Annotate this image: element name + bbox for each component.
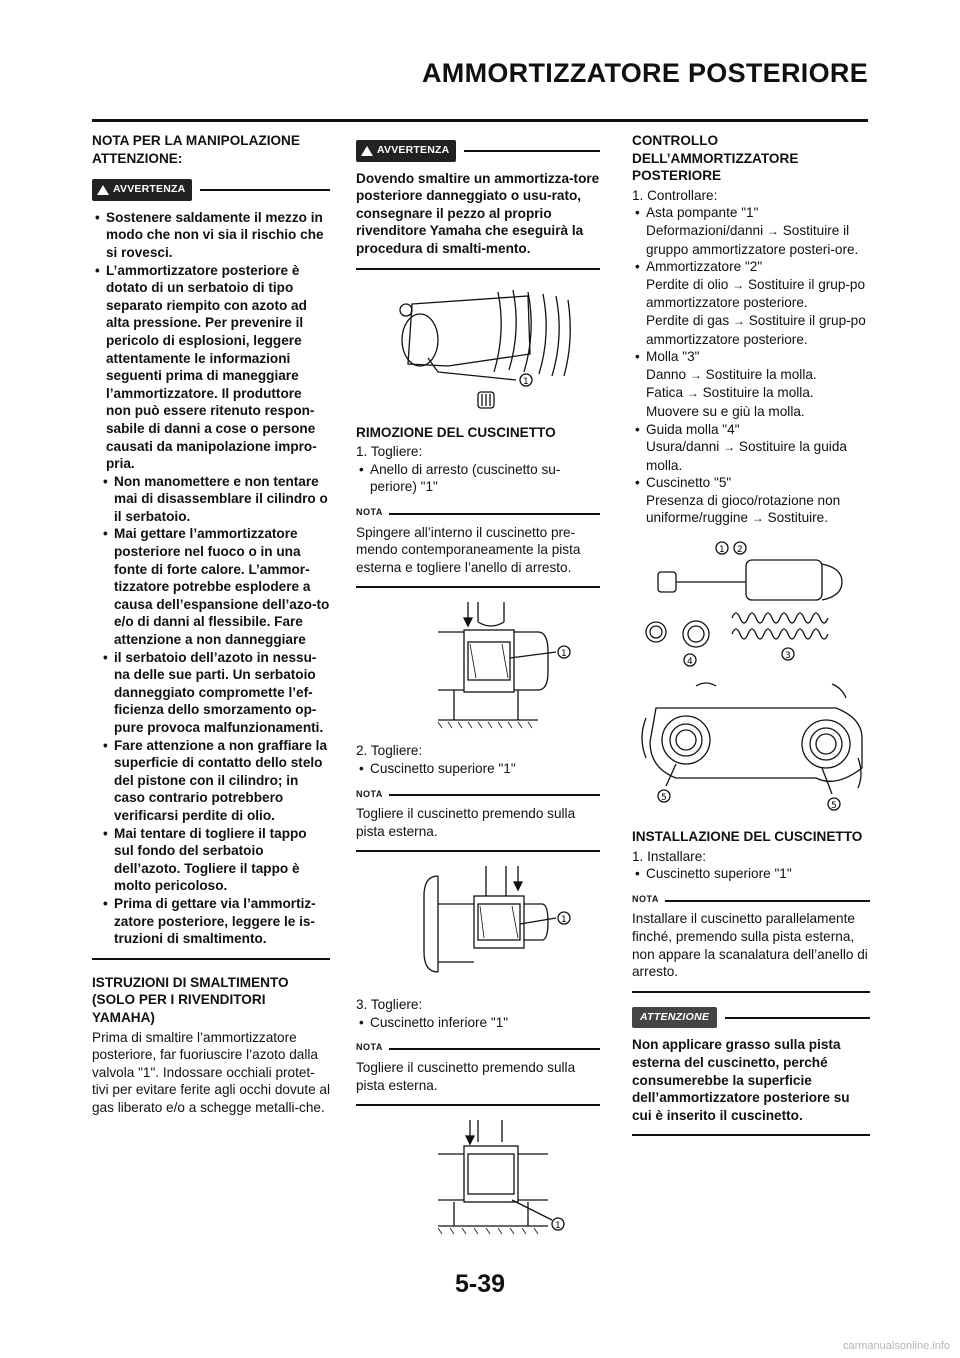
svg-text:5: 5 [661, 793, 667, 804]
list-item: • Mai tentare di togliere il tappo sul fondo del serbatoio dell’azoto. Togliere il tappo è molto pericoloso. [100, 825, 330, 895]
list-item: • Mai gettare l’ammortizzatore posteriore nel fuoco o in una fonte di forte calore. L’ammor-tizzatore potrebbe esplodere a causa dell’espansione dell’azo-to e/o di danni al flessibile. Fare attenzione a non danneggiare [100, 525, 330, 648]
bearing-removal-figure-1 [378, 602, 578, 732]
warning-header [92, 179, 330, 201]
svg-text:2: 2 [737, 545, 743, 556]
handling-heading: NOTA PER LA MANIPOLAZIONE ATTENZIONE: [92, 133, 300, 166]
warning-badge: AVVERTENZA [92, 179, 192, 201]
arrow-right-icon: → [766, 223, 779, 238]
shock-reservoir-figure [378, 284, 578, 414]
disposal-text: Prima di smaltire l’ammortizzatore posteriore, far fuoriuscire l’azoto dalla valvola "1". Indossare occhiali protet-tivi per evitare ferite agli occhi dovute al gas liberato e/o a schegge metalli-che. [92, 1029, 331, 1115]
list-item: • L’ammortizzatore posteriore è dotato di un serbatoio di tipo separato riempito con azoto ad alta pressione. Per prevenire il pericolo di esplosioni, leggere attentamente le informazioni seguenti prima di maneggiare l’ammortizzatore. Il produttore non può essere ritenuto respon-sabile di danni a cose o persone causati da manipolazione impro-pria. [92, 262, 330, 473]
check-list [632, 204, 870, 528]
step-1: 1. Togliere: [356, 444, 423, 460]
svg-text:1: 1 [719, 545, 725, 556]
svg-text:3: 3 [785, 651, 791, 662]
svg-text:5: 5 [831, 801, 837, 812]
column-right [632, 132, 870, 1150]
arrow-right-icon: → [689, 367, 702, 382]
caution-text: Non applicare grasso sulla pista esterna del cuscinetto, perché consumerebbe la superficie dell’ammortizzatore posteriore su cui è inserito il cuscinetto. [632, 1037, 850, 1123]
nota-header: NOTA [356, 786, 600, 804]
arrow-right-icon: → [751, 511, 764, 526]
arrow-right-icon: → [686, 386, 699, 401]
nota-text: Installare il cuscinetto parallelamente finché, premendo sulla pista esterna, non appare la scanalatura dell’anello di arresto. [632, 911, 868, 980]
svg-text:1: 1 [523, 376, 529, 387]
warning-badge: AVVERTENZA [356, 140, 456, 162]
list-item: • Anello di arresto (cuscinetto su-periore) "1" [356, 461, 600, 496]
page-number: 5-39 [454, 1270, 506, 1298]
warning-header [356, 140, 600, 162]
warning-triangle-icon [361, 146, 373, 156]
list-item: • Prima di gettare via l’ammortiz-zatore posteriore, leggere le is-truzioni di smaltimento. [100, 895, 330, 948]
bearing-removal-figure-3 [378, 1120, 578, 1240]
svg-text:4: 4 [687, 657, 693, 668]
disposal-warning-text: Dovendo smaltire un ammortizza-tore posteriore danneggiato o usu-rato, consegnare il pezzo al proprio rivenditore Yamaha che eseguirà la procedura di smalti-mento. [356, 170, 600, 256]
arrow-right-icon: → [732, 313, 745, 328]
nota-header: NOTA [356, 504, 600, 522]
watermark: carmanualsonline.info [842, 1340, 950, 1352]
svg-text:1: 1 [561, 915, 567, 926]
list-item: • Guida molla "4" Usura/danni → Sostituire la guida molla. [632, 421, 870, 475]
list-item: • Cuscinetto superiore "1" [356, 760, 600, 778]
svg-text:1: 1 [561, 649, 567, 660]
install-heading: INSTALLAZIONE DEL CUSCINETTO [632, 829, 863, 845]
check-heading: CONTROLLO DELL’AMMORTIZZATORE POSTERIORE [632, 133, 799, 184]
list-item: • Asta pompante "1" Deformazioni/danni → Sostituire il gruppo ammortizzatore posteri-ore. [632, 204, 870, 258]
list-item: • Cuscinetto superiore "1" [632, 865, 870, 883]
nota-header: NOTA [356, 1039, 600, 1057]
list-item: • Non manomettere e non tentare mai di disassemblare il cilindro o il serbatoio. [100, 473, 330, 526]
nota-text: Togliere il cuscinetto premendo sulla pista esterna. [356, 806, 576, 839]
warning-triangle-icon [97, 185, 109, 195]
install-step: 1. Installare: [632, 848, 707, 864]
nota-text: Spingere all’interno il cuscinetto pre-mendo contemporaneamente la pista esterna e togliere l’anello di arresto. [356, 524, 581, 575]
arrow-right-icon: → [732, 277, 745, 292]
caution-header [632, 1007, 870, 1029]
list-item: • Cuscinetto "5" Presenza di gioco/rotazione non uniforme/ruggine → Sostituire. [632, 474, 870, 528]
warning-bullets [92, 209, 330, 948]
nota-text: Togliere il cuscinetto premendo sulla pista esterna. [356, 1060, 576, 1093]
disposal-heading: ISTRUZIONI DI SMALTIMENTO (SOLO PER I RIVENDITORI YAMAHA) [92, 974, 289, 1025]
column-left [92, 132, 330, 1116]
step-1: 1. Controllare: [632, 187, 718, 203]
list-item: • Fare attenzione a non graffiare la superficie di contatto dello stelo del pistone con il cilindro; in caso contrario potrebbero verificarsi perdite di olio. [100, 737, 330, 825]
bearing-check-figure [636, 678, 866, 818]
list-item: • Cuscinetto inferiore "1" [356, 1014, 600, 1032]
step-3: 3. Togliere: [356, 997, 423, 1013]
column-middle [356, 132, 600, 1250]
shock-parts-figure [636, 538, 866, 668]
step-2: 2. Togliere: [356, 743, 423, 759]
svg-text:1: 1 [555, 1221, 561, 1232]
removal-heading: RIMOZIONE DEL CUSCINETTO [356, 424, 556, 440]
nota-header: NOTA [632, 891, 870, 909]
list-item: • il serbatoio dell’azoto in nessu-na delle sue parti. Un serbatoio danneggiato compromette l’ef-ficienza dello smorzamento op-pure provoca malfunzionamenti. [100, 649, 330, 737]
header-rule [92, 119, 868, 122]
list-item: • Molla "3" Danno → Sostituire la molla. Fatica → Sostituire la molla. Muovere su e giù la molla. [632, 348, 870, 420]
page-title: AMMORTIZZATORE POSTERIORE [422, 58, 868, 88]
list-item: • Ammortizzatore "2" Perdite di olio → Sostituire il grup-po ammortizzatore posteriore. Perdite di gas → Sostituire il grup-po ammortizzatore posteriore. [632, 258, 870, 348]
caution-badge: ATTENZIONE [632, 1007, 717, 1029]
arrow-right-icon: → [723, 440, 736, 455]
bearing-removal-figure-2 [378, 866, 578, 986]
list-item: • Sostenere saldamente il mezzo in modo che non vi sia il rischio che si rovesci. [92, 209, 330, 262]
